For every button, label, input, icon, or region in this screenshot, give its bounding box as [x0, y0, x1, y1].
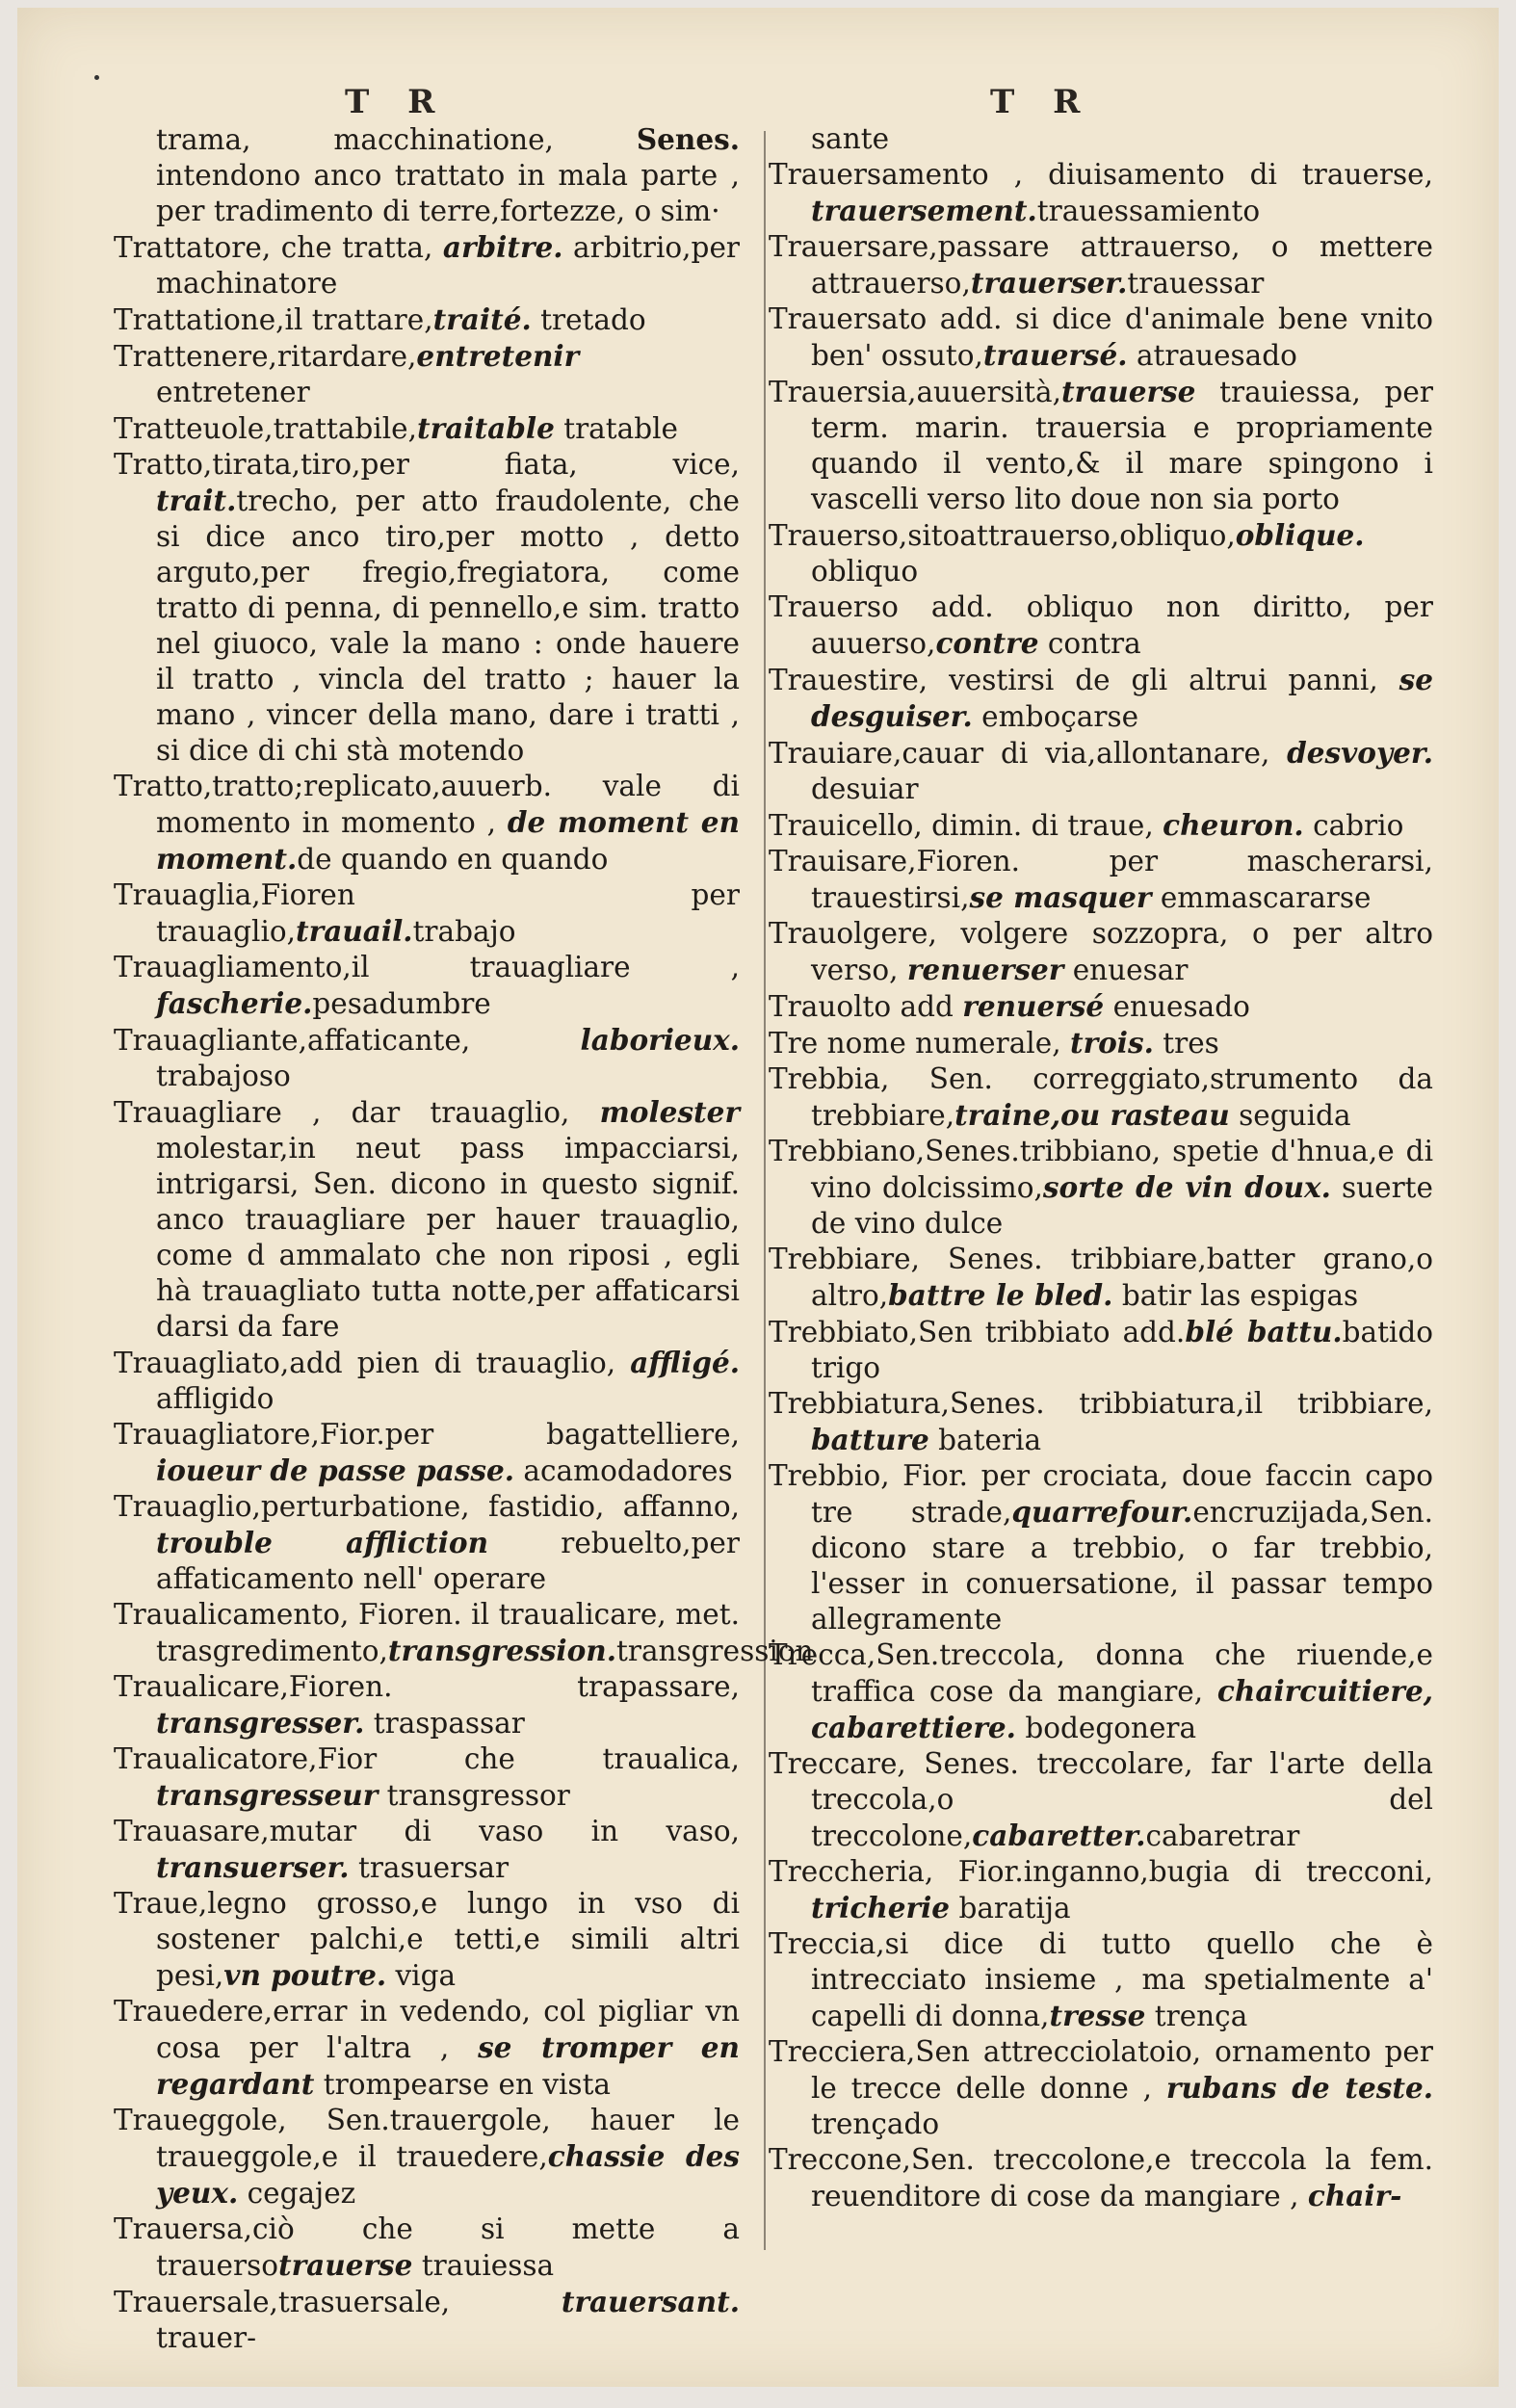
french-equivalent: vn poutre. [223, 1958, 387, 1992]
entry-continuation [114, 121, 740, 229]
french-equivalent: transuerser. [156, 1850, 350, 1884]
dictionary-entry [114, 1669, 740, 1741]
french-equivalent: traine,ou rasteau [954, 1098, 1230, 1132]
dictionary-entry [769, 1061, 1433, 1134]
entry-text: atrauesado [1127, 339, 1297, 372]
entry-text: trecho, per atto fraudolente, che si dice anco tiro,per motto , detto arguto,per fregio,fregiatora, come tratto di penna, di pennello,e sim. tratto nel giuoco, vale la mano : onde hauere il tratto , vincla del tratto ; hauer la mano , vincer della mano, dare i tratti , si dice di chi stà motendo [156, 484, 740, 767]
entry-text: Trauiare,cauar di via,allontanare, [769, 737, 1288, 770]
entry-text: trauessamiento [1036, 195, 1261, 227]
entry-text: de quando en quando [297, 843, 609, 876]
entry-text: Tratteuole,trattabile, [114, 412, 417, 445]
dictionary-entry [769, 517, 1433, 589]
french-equivalent: transgresseur [156, 1778, 379, 1812]
entry-text: Trauisare,Fioren. per mascherarsi, trauestirsi, [769, 845, 1433, 914]
dictionary-entry [114, 1886, 740, 1994]
entry-text: Trauicello, dimin. di traue, [769, 809, 1163, 842]
entry-text: Tratto,tirata,tiro,per fiata, vice, [114, 448, 740, 481]
entry-text: Trauagliante,affaticante, [114, 1024, 581, 1057]
entry-text: Trauasare,mutar di vaso in vaso, [114, 1815, 740, 1847]
entry-text: Trauaglia,Fioren per trauaglio, [114, 878, 740, 948]
dictionary-entry [769, 229, 1433, 301]
entry-text: rebuelto,per affaticamento nell' operare [156, 1527, 740, 1595]
dictionary-entry [769, 2034, 1433, 2142]
dictionary-entry [114, 950, 740, 1022]
entry-text: batido trigo [811, 1316, 1433, 1384]
dictionary-entry [114, 2284, 740, 2356]
entry-text: Trauolto add [769, 990, 963, 1023]
dictionary-entry [114, 338, 740, 410]
french-equivalent: trait. [156, 484, 237, 517]
entry-text: cabrio [1303, 809, 1404, 842]
entry-text: Trattatore, che tratta, [114, 231, 443, 264]
entry-text: Trauersale,trasuersale, [114, 2286, 562, 2318]
entry-text: seguida [1229, 1099, 1351, 1132]
entry-text: Traualicamento, Fioren. il traualicare, met. trasgredimento, [114, 1598, 740, 1667]
entry-text: trabajo [412, 915, 516, 948]
dictionary-entry [769, 1458, 1433, 1637]
entry-text: Trauersa,ciò che si mette a trauerso [114, 2212, 740, 2282]
french-equivalent: batture [811, 1423, 929, 1456]
entry-text: Trauersare,passare attrauerso, o mettere attrauerso, [769, 230, 1433, 300]
dictionary-entry [114, 1489, 740, 1597]
entry-text: Trebbiare, Senes. tribbiare,batter grano,o altro, [769, 1243, 1433, 1312]
dictionary-entry [769, 1314, 1433, 1386]
ink-speck [94, 75, 99, 80]
dictionary-entry [114, 2103, 740, 2212]
dictionary-entry [114, 769, 740, 877]
dictionary-entry [769, 1134, 1433, 1242]
dictionary-entry [114, 447, 740, 769]
entry-text: trauer- [156, 2321, 257, 2354]
entry-text: Trattatione,il trattare, [114, 303, 433, 336]
french-equivalent: trois. [1069, 1026, 1154, 1060]
french-equivalent: se desguiser. [811, 663, 1433, 733]
running-head-left: T R [345, 83, 449, 121]
entry-text: desuiar [811, 772, 919, 805]
french-equivalent: chassie des yeux. [156, 2139, 740, 2210]
french-equivalent: blé battu. [1185, 1315, 1343, 1348]
french-equivalent: desvoyer. [1287, 736, 1433, 770]
entry-text: Trauerso add. obliquo non diritto, per auuerso, [769, 590, 1433, 660]
entry-text: Traueggole, Sen.trauergole, hauer le traueggole,e il trauedere, [114, 2104, 740, 2173]
entry-text: Trauersato add. si dice d'animale bene vnito ben' ossuto, [769, 302, 1433, 372]
dictionary-entry [769, 1854, 1433, 1926]
entry-text: suerte de vino dulce [811, 1171, 1433, 1240]
entry-text: trauiessa, per term. marin. trauersia e propriamente quando il vento,& il mare spingono i vascelli verso lito doue non sia porto [811, 376, 1433, 515]
french-equivalent: trauersé. [982, 338, 1128, 372]
entry-text: Trauagliamento,il trauagliare , [114, 951, 740, 983]
entry-text: Trauestire, vestirsi de gli altrui panni, [769, 664, 1399, 696]
french-equivalent: rubans de teste. [1165, 2071, 1433, 2105]
french-equivalent: traité. [432, 302, 532, 336]
entry-text: trabajoso [156, 1060, 291, 1092]
entry-text: bodegonera [1015, 1712, 1197, 1744]
french-equivalent: chaircuitiere, cabarettiere. [811, 1674, 1433, 1744]
entry-text: sante [811, 122, 890, 155]
entry-text: Treccone,Sen. treccolone,e treccola la fem. reuenditore di cose da mangiare , [769, 2143, 1433, 2212]
entry-text: transgressor [378, 1779, 570, 1812]
entry-text: trasuersar [349, 1851, 510, 1884]
entry-text: pesadumbre [312, 987, 491, 1020]
entry-text: enuesar [1063, 954, 1189, 986]
french-equivalent: trauersement. [811, 194, 1037, 227]
french-equivalent: transgression. [387, 1634, 616, 1667]
french-equivalent: trauerse [278, 2248, 413, 2282]
entry-text: Treccare, Senes. treccolare, far l'arte della treccola,o del treccolone, [769, 1747, 1433, 1852]
dictionary-entry [114, 1417, 740, 1489]
entry-text: trama, macchinatione, [156, 123, 637, 156]
french-equivalent: affligé. [630, 1346, 740, 1379]
entry-text: Trattenere,ritardare, [114, 340, 417, 373]
dictionary-entry [114, 301, 740, 338]
entry-text: Traualicatore,Fior che traualica, [114, 1742, 740, 1775]
dictionary-entry [769, 2142, 1433, 2214]
entry-text: contra [1038, 627, 1141, 660]
entry-text: Trauaglio,perturbatione, fastidio, affanno, [114, 1490, 740, 1523]
dictionary-entry [769, 735, 1433, 807]
entry-text: Trauagliare , dar trauaglio, [114, 1096, 600, 1129]
french-equivalent: fascherie. [156, 986, 313, 1020]
french-equivalent: quarrefour. [1011, 1495, 1193, 1529]
dictionary-entry [769, 157, 1433, 229]
dictionary-entry [769, 1746, 1433, 1854]
french-equivalent: arbitre. [442, 230, 563, 264]
french-equivalent: tricherie [811, 1891, 951, 1924]
entry-text: tratable [554, 412, 678, 445]
french-equivalent: se masquer [969, 880, 1152, 914]
dictionary-entry [114, 877, 740, 950]
french-equivalent: trauail. [296, 914, 413, 948]
french-equivalent: renuersé [962, 989, 1105, 1023]
french-equivalent: chair- [1307, 2179, 1402, 2212]
entry-text: emmascararse [1151, 881, 1372, 914]
dictionary-entry [114, 229, 740, 301]
french-equivalent: trauerse [1061, 375, 1196, 408]
french-equivalent: trauerser. [970, 266, 1128, 300]
french-equivalent: transgresser. [156, 1706, 365, 1740]
dictionary-entry [769, 374, 1433, 517]
dictionary-entry [769, 844, 1433, 916]
running-head-right: T R [990, 83, 1094, 121]
entry-text: Treccheria, Fior.inganno,bugia di trecconi, [769, 1855, 1433, 1888]
entry-text: emboçarse [972, 700, 1139, 733]
dictionary-entry [769, 988, 1433, 1025]
dictionary-entry [114, 2212, 740, 2284]
entry-text: bateria [928, 1424, 1042, 1456]
entry-continuation [769, 121, 1433, 157]
dictionary-entry [769, 1637, 1433, 1746]
entry-text: Trecciera,Sen attrecciolatoio, ornamento per le trecce delle donne , [769, 2035, 1433, 2105]
entry-text: encruzijada,Sen. dicono stare a trebbio, o far trebbio, l'esser in conuersatione, il passar tempo allegramente [811, 1496, 1433, 1636]
dictionary-entry [769, 1386, 1433, 1458]
dictionary-entry [114, 1094, 740, 1345]
right-column [769, 121, 1433, 2214]
entry-text: molestar,in neut pass impacciarsi, intrigarsi, Sen. dicono in questo signif. anco trauagliare per hauer trauaglio, come d ammalato che non riposi , egli hà trauagliato tutta notte,per affaticarsi darsi da fare [156, 1132, 740, 1343]
dictionary-entry [769, 916, 1433, 988]
french-equivalent: cabaretter. [972, 1819, 1146, 1852]
column-rule [764, 131, 766, 2250]
french-equivalent: sorte de vin doux. [1042, 1170, 1331, 1204]
french-equivalent: cheuron. [1163, 808, 1304, 842]
entry-text: trençado [811, 2107, 940, 2140]
entry-text: Treccia,si dice di tutto quello che è intrecciato insieme , ma spetialmente a' capelli di donna, [769, 1927, 1433, 2032]
entry-text: arbitrio,per machinatore [156, 231, 741, 300]
dictionary-entry [114, 1345, 740, 1417]
entry-text: tretado [531, 303, 646, 336]
dictionary-entry [769, 807, 1433, 844]
dictionary-entry [114, 1994, 740, 2103]
entry-text: Trebbiato,Sen tribbiato add. [769, 1316, 1186, 1348]
french-equivalent: tresse [1049, 1999, 1146, 2032]
entry-text: Trauedere,errar in vedendo, col pigliar vn cosa per l'altra , [114, 1995, 740, 2064]
entry-text: trauessar [1127, 267, 1265, 300]
entry-text: Trebbiatura,Senes. tribbiatura,il tribbiare, [769, 1387, 1433, 1420]
dictionary-entry [769, 301, 1433, 374]
entry-text: Trauersia,auuersità, [769, 376, 1062, 408]
entry-text: Traualicare,Fioren. trapassare, [114, 1670, 740, 1703]
french-equivalent: entretenir [416, 339, 580, 373]
french-equivalent: se tromper en regardant [156, 2030, 740, 2101]
entry-text: Trauagliato,add pien di trauaglio, [114, 1347, 631, 1379]
french-equivalent: molester [599, 1095, 740, 1129]
entry-text: affligido [156, 1382, 274, 1415]
dictionary-entry [769, 1025, 1433, 1061]
entry-text: Trebbia, Sen. correggiato,strumento da trebbiare, [769, 1062, 1433, 1132]
french-equivalent: battre le bled. [888, 1278, 1113, 1312]
entry-text: obliquo [811, 555, 919, 588]
french-equivalent: traitable [417, 411, 555, 445]
dictionary-entry [769, 662, 1433, 735]
entry-text: trauiessa [412, 2249, 555, 2282]
entry-text: cabaretrar [1145, 1819, 1300, 1852]
entry-text: trompearse en vista [314, 2068, 612, 2101]
entry-text: enuesado [1104, 990, 1250, 1023]
dictionary-entry [769, 589, 1433, 662]
entry-text: viga [386, 1959, 457, 1992]
entry-text: batir las espigas [1112, 1279, 1359, 1312]
entry-text: baratija [950, 1892, 1071, 1924]
left-column [114, 121, 814, 2356]
french-equivalent: renuerser [906, 953, 1064, 986]
entry-text: traspassar [364, 1707, 525, 1740]
entry-text: Traue,legno grosso,e lungo in vso di sostener palchi,e tetti,e simili altri pesi, [114, 1887, 740, 1992]
entry-text: Tre nome numerale, [769, 1027, 1070, 1060]
entry-text: trença [1145, 2000, 1248, 2032]
french-equivalent: laborieux. [580, 1023, 740, 1057]
french-equivalent: trauersant. [561, 2285, 740, 2318]
dictionary-entry [769, 1242, 1433, 1314]
entry-text: Trauerso,sitoattrauerso,obliquo, [769, 519, 1236, 552]
entry-text: Trauagliatore,Fior.per bagattelliere, [114, 1418, 740, 1451]
dictionary-entry [114, 1022, 740, 1094]
dictionary-entry [769, 1926, 1433, 2034]
french-equivalent: oblique. [1235, 518, 1365, 552]
french-equivalent: ioueur de passe passe. [156, 1453, 515, 1487]
dictionary-entry [114, 410, 740, 447]
dictionary-entry [114, 1597, 814, 1669]
page [17, 8, 1499, 2387]
entry-text: Trauolgere, volgere sozzopra, o per altro verso, [769, 917, 1433, 986]
entry-text: entretener [156, 376, 310, 408]
entry-text: tres [1153, 1027, 1219, 1060]
entry-text: intendono anco trattato in mala parte , per tradimento di terre,fortezze, o sim· [156, 159, 740, 227]
french-equivalent: de moment en moment. [156, 805, 740, 876]
entry-text: Trebbio, Fior. per crociata, doue faccin capo tre strade, [769, 1459, 1433, 1529]
dictionary-entry [114, 1814, 740, 1886]
bold-term: Senes. [636, 122, 740, 156]
dictionary-entry [114, 1741, 740, 1814]
entry-text: transgression [615, 1635, 814, 1667]
entry-text: acamodadores [514, 1454, 733, 1487]
entry-text: cegajez [238, 2177, 356, 2210]
french-equivalent: trouble affliction [156, 1526, 489, 1559]
entry-text: Trauersamento , diuisamento di trauerse, [769, 158, 1433, 191]
entry-text: Trecca,Sen.treccola, donna che riuende,e traffica cose da mangiare, [769, 1638, 1433, 1708]
entry-text: Tratto,tratto;replicato,auuerb. vale di momento in momento , [114, 770, 740, 839]
french-equivalent: contre [935, 626, 1039, 660]
entry-text: Trebbiano,Senes.tribbiano, spetie d'hnua,e di vino dolcissimo, [769, 1135, 1433, 1204]
